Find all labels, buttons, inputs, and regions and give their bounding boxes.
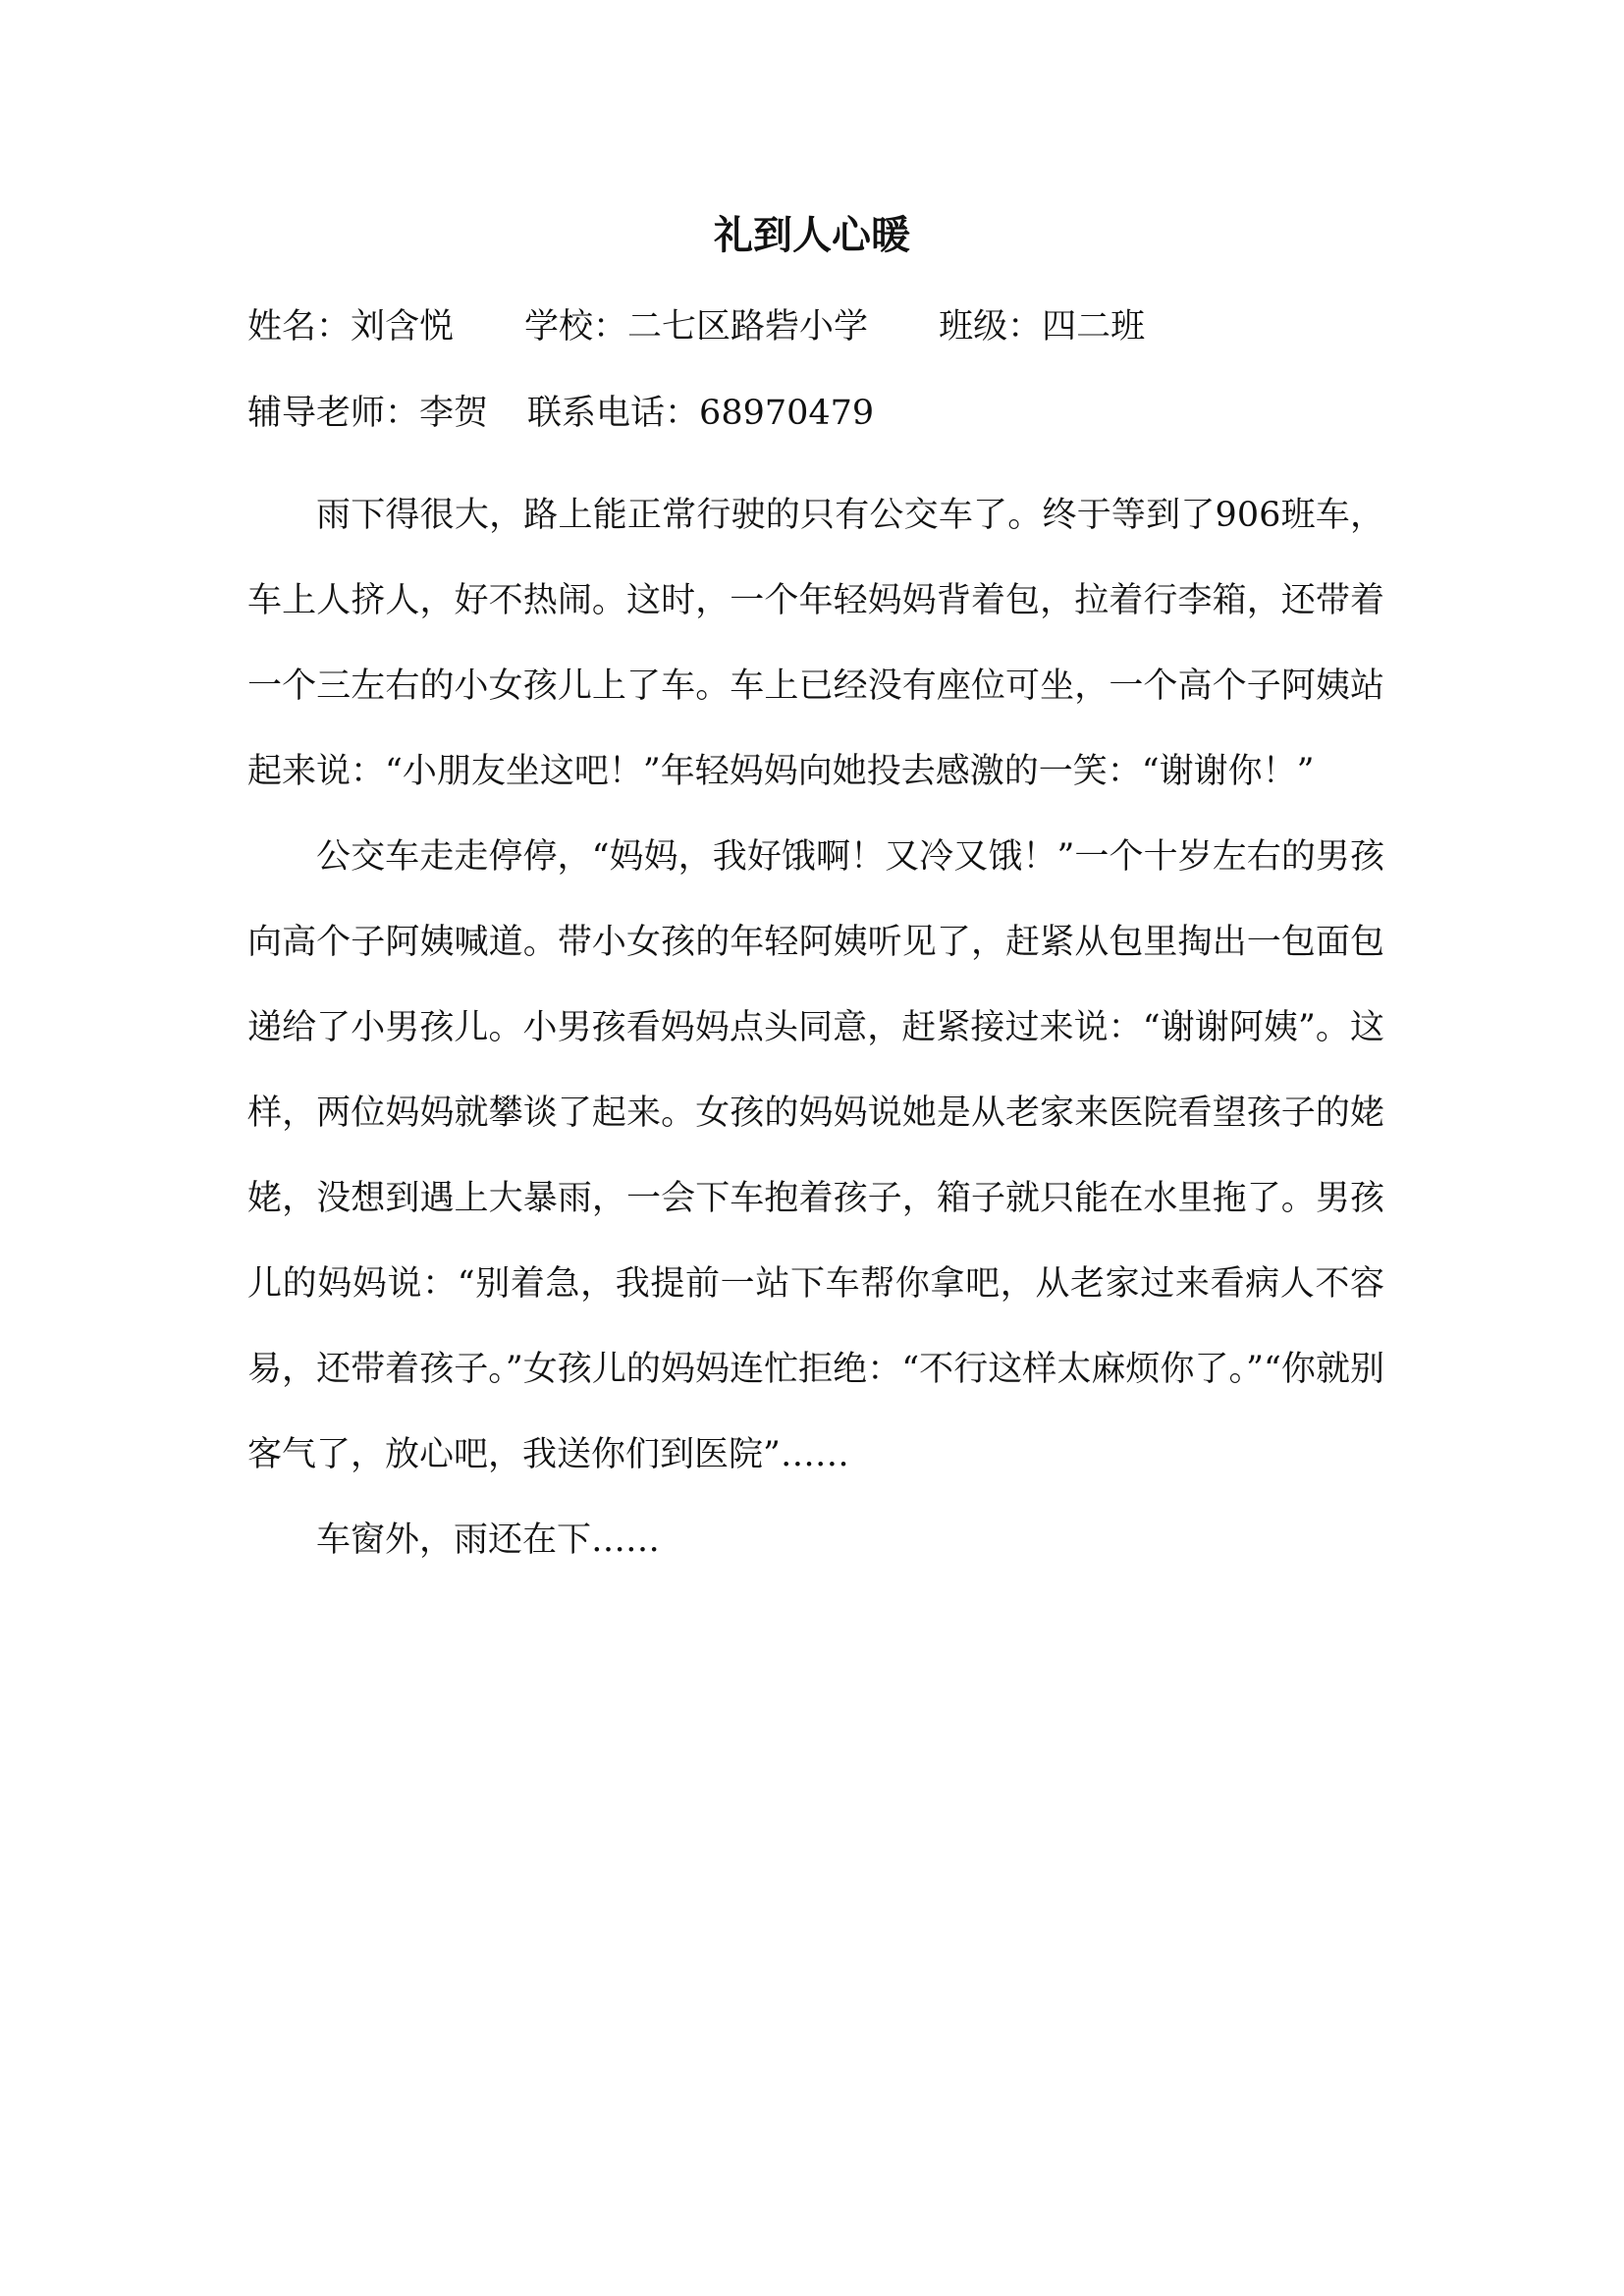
phone-label: 联系电话：: [527, 394, 700, 433]
document-title: 礼到人心暖: [714, 212, 910, 258]
essay-body: [247, 473, 1384, 1583]
paragraph-2: 公交车走走停停，“妈妈，我好饿啊！又冷又饿！”一个十岁左右的男孩向高个子阿姨喊道。带小女孩的年轻阿姨听见了，赶紧从包里掏出一包面包递给了小男孩儿。小男孩看妈妈点头同意，赶紧接过来说：“谢谢阿姨”。这样，两位妈妈就攀谈了起来。女孩的妈妈说她是从老家来医院看望孩子的姥姥，没想到遇上大暴雨，一会下车抱着孩子，箱子就只能在水里拖了。男孩儿的妈妈说：“别着急，我提前一站下车帮你拿吧，从老家过来看病人不容易，还带着孩子。”女孩儿的妈妈连忙拒绝：“不行这样太麻烦你了。”“你就别客气了，放心吧，我送你们到医院”……: [247, 837, 1384, 1474]
teacher-label: 辅导老师：: [247, 394, 420, 433]
name-value: 刘含悦: [351, 307, 455, 347]
class-label: 班级：: [939, 307, 1043, 347]
name-label: 姓名：: [247, 307, 352, 347]
author-info-line: [247, 302, 1145, 351]
teacher-info-line: [247, 389, 874, 438]
school-value: 二七区路砦小学: [627, 307, 869, 347]
paragraph-3: 车窗外，雨还在下……: [316, 1521, 661, 1560]
school-label: 学校：: [524, 307, 628, 347]
phone-value: 68970479: [699, 394, 875, 433]
paragraph-1: 雨下得很大，路上能正常行驶的只有公交车了。终于等到了906班车，车上人挤人，好不热闹。这时，一个年轻妈妈背着包，拉着行李箱，还带着一个三左右的小女孩儿上了车。车上已经没有座位可坐，一个高个子阿姨站起来说：“小朋友坐这吧！”年轻妈妈向她投去感激的一笑：“谢谢你！”: [247, 496, 1384, 791]
class-value: 四二班: [1042, 307, 1146, 347]
teacher-value: 李贺: [419, 394, 489, 433]
